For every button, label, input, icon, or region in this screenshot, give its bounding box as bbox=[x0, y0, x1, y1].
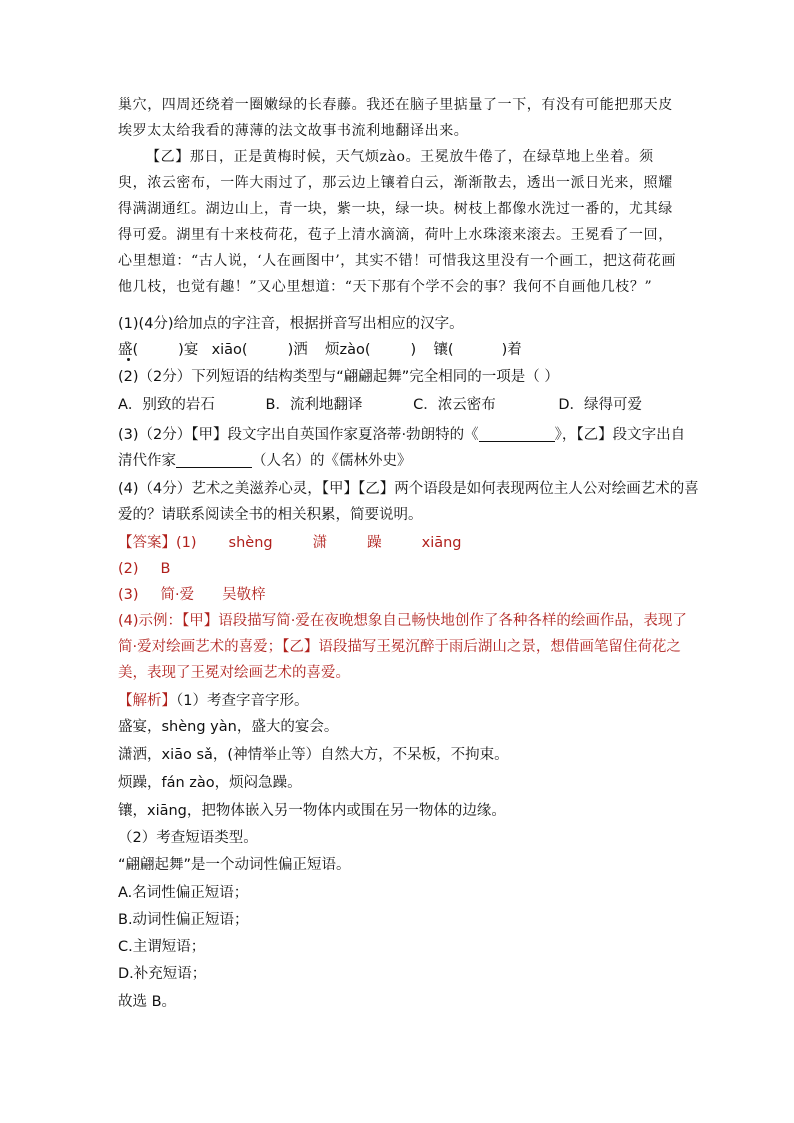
q2-option-a: A．别致的岩石 bbox=[118, 397, 215, 413]
passage-paragraph-yi bbox=[118, 144, 678, 300]
q1-item-2: xiāo( )洒 bbox=[211, 342, 308, 358]
analysis-item: D.补充短语； bbox=[118, 966, 207, 982]
analysis-item: 镶，xiāng，把物体嵌入另一物体内或围在另一物体的边缘。 bbox=[118, 803, 506, 819]
analysis-item: A.名词性偏正短语； bbox=[118, 885, 249, 901]
q2-option-b: B．流利地翻译 bbox=[265, 397, 363, 413]
question-2-options bbox=[118, 392, 688, 418]
analysis-item: “翩翩起舞”是一个动词性偏正短语。 bbox=[118, 857, 351, 873]
answer-4-line-1: (4)示例：【甲】语段描写简·爱在夜晚想象自己畅快地创作了各种各样的绘画作品，表现了 bbox=[118, 613, 687, 629]
answer-4-line-2: 简·爱对绘画艺术的喜爱；【乙】语段描写王冕沉醉于雨后湖山之景，想借画笔留住荷花之 bbox=[118, 639, 681, 655]
analysis-item: B.动词性偏正短语； bbox=[118, 912, 249, 928]
question-3-line-1: (3)（2分）【甲】段文字出自英国作家夏洛蒂·勃朗特的《 》，【乙】段文字出自 bbox=[118, 427, 686, 443]
section-mark-yi: 【乙】 bbox=[146, 149, 190, 165]
analysis-conclusion: 故选 B。 bbox=[118, 994, 177, 1010]
q3-blank-book-title[interactable] bbox=[479, 425, 555, 442]
analysis-item: 烦躁，fán zào，烦闷急躁。 bbox=[118, 775, 302, 791]
question-4-line-2: 爱的？请联系阅读全书的相关积累，简要说明。 bbox=[118, 507, 423, 523]
question-2-stem: (2)（2分）下列短语的结构类型与“翩翩起舞”完全相同的一项是（ ） bbox=[118, 369, 559, 385]
q2-option-d: D．绿得可爱 bbox=[558, 397, 642, 413]
answer-line-3: (3) 简·爱 吴敬梓 bbox=[118, 587, 266, 603]
analysis-intro-2: （2）考查短语类型。 bbox=[118, 830, 258, 846]
question-1-items bbox=[118, 337, 688, 363]
question-3-line-2: 清代作家 （人名）的《儒林外史》 bbox=[118, 453, 412, 469]
answer-4-line-3: 美，表现了王冕对绘画艺术的喜爱。 bbox=[118, 665, 350, 681]
analysis-item: 盛宴，shèng yàn，盛大的宴会。 bbox=[118, 719, 339, 735]
q1-item-3: 烦zào( ) bbox=[324, 342, 417, 358]
answer-label: 【答案】 bbox=[118, 535, 176, 551]
q2-option-c: C．浓云密布 bbox=[413, 397, 496, 413]
analysis-item: 潇洒，xiāo sǎ，(神情举止等）自然大方，不呆板，不拘束。 bbox=[118, 747, 509, 763]
answer-line-2: (2) B bbox=[118, 561, 171, 577]
question-1-stem: (1)(4分)给加点的字注音，根据拼音写出相应的汉字。 bbox=[118, 316, 464, 332]
q3-blank-author[interactable] bbox=[176, 451, 252, 468]
analysis-item: C.主谓短语； bbox=[118, 939, 206, 955]
q1-item-1: 盛( )宴 bbox=[118, 342, 199, 358]
analysis-label: 【解析】 bbox=[118, 693, 176, 709]
question-4-line-1: (4)（4分）艺术之美滋养心灵，【甲】【乙】两个语段是如何表现两位主人公对绘画艺术的喜 bbox=[118, 481, 699, 497]
analysis-line-1: 【解析】（1）考查字音字形。 bbox=[118, 693, 309, 709]
passage-paragraph-jia-end: 巢穴，四周还绕着一圈嫩绿的长春藤。我还在脑子里掂量了一下，有没有可能把那天皮埃罗太太给我看的薄薄的法文故事书流利地翻译出来。 bbox=[118, 97, 673, 139]
q1-item-4: 镶( )着 bbox=[433, 342, 522, 358]
answer-line-1: 【答案】(1) shèng 潇 躁 xiāng bbox=[118, 535, 462, 551]
passage-paragraph-yi-text: 那日，正是黄梅时候，天气烦zào。王冕放牛倦了，在绿草地上坐着。须臾，浓云密布，一阵大雨过了，那云边上镶着白云，渐渐散去，透出一派日光来，照耀得满湖通红。湖边山上，青一块，紫一块，绿一块。树枝上都像水洗过一番的，尤其绿得可爱。湖里有十来枝荷花，苞子上清水滴滴，荷叶上水珠滚来滚去。王冕看了一回，心里想道：“古人说，‘人在画图中’，其实不错！可惜我这里没有一个画工，把这荷花画他几枝，也觉有趣！”又心里想道：“天下那有个学不会的事？我何不自画他几枝？” bbox=[118, 149, 677, 295]
